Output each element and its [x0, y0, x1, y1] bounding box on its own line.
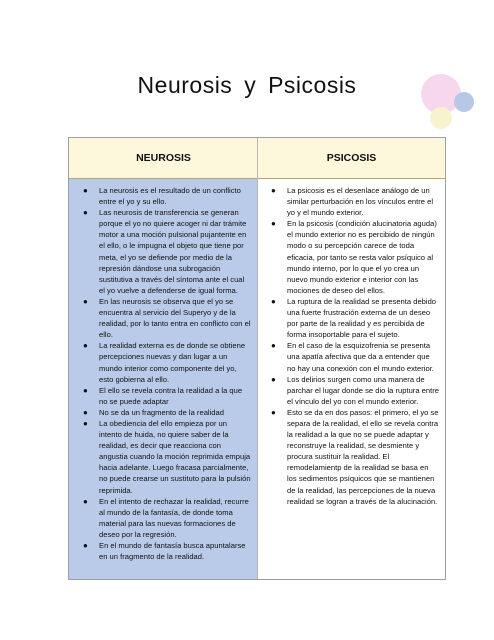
bullet-icon: ● — [83, 385, 88, 395]
bullet-icon: ● — [83, 186, 88, 195]
list-item — [83, 407, 251, 418]
bullet-icon: ● — [83, 341, 88, 351]
list-item — [271, 374, 439, 407]
bullet-icon: ● — [83, 208, 88, 218]
list-item-text: Los delirios surgen como una manera de parchar el lugar donde se dio la ruptura entre el vínculo del yo con el mundo exterior. — [287, 374, 439, 406]
list-item-text: La ruptura de la realidad se presenta debido una fuerte frustración externa de un deseo por parte de la realidad y es percibida de forma insoportable para el sujeto. — [287, 296, 437, 340]
neurosis-list — [83, 185, 251, 562]
list-item-text: En el intento de rechazar la realidad, recurre al mundo de la fantasía, de donde toma material para las nuevas formaciones de deseo por la regresión. — [99, 496, 249, 539]
list-item-text: No se da un fragmento de la realidad — [99, 407, 224, 417]
comparison-table — [68, 137, 446, 580]
list-item — [271, 407, 439, 507]
list-item — [83, 496, 251, 540]
psicosis-list — [271, 185, 439, 507]
bullet-icon: ● — [83, 496, 88, 506]
bullet-icon: ● — [271, 341, 276, 351]
list-item — [271, 296, 439, 340]
bullet-icon: ● — [83, 407, 88, 417]
list-item-text: En el caso de la esquizofrenia se presenta una apatía afectiva que da a entender que no hay una conexión con el mundo exterior. — [287, 341, 434, 373]
bullet-icon: ● — [271, 374, 276, 384]
header-psicosis: PSICOSIS — [326, 152, 377, 164]
list-item — [83, 207, 251, 296]
neurosis-column — [69, 179, 257, 579]
bullet-icon: ● — [271, 186, 276, 195]
column-divider — [257, 138, 258, 579]
bullet-icon: ● — [271, 407, 276, 417]
list-item-text: Esto se da en dos pasos: el primero, el yo se separa de la realidad, el ello se revela contra la realidad a la que no se puede adaptar y reconstruye la realidad, se desmiente y procura sustituir la realidad. El remodelamientp de la realidad se basa en los sedimentos psíquicos que se mantienen de la realidad, las percepciones de la nueva realidad se logran a través de la alucinación. — [287, 407, 439, 506]
list-item-text: Las neurosis de transferencia se generan porque el yo no quiere acoger ni dar trámite motor a una moción pulsional pujantente en el ello, o le impugna el objeto que tiene por meta, el yo se defiende por medio de la represión dándose una subrogación sustitutiva a través del síntoma ante el cual el yo vuelve a defenderse de igual forma. — [99, 208, 247, 295]
page-title: Neurosis y Psicosis — [137, 72, 357, 98]
list-item — [271, 218, 439, 296]
list-item-text: En las neurosis se observa que el yo se encuentra al servicio del Superyo y de la realidad, por lo tanto entra en conflicto con el ello. — [99, 296, 251, 340]
header-neurosis: NEUROSIS — [136, 152, 191, 164]
list-item — [83, 385, 251, 407]
decorative-yellow-circle — [430, 107, 452, 129]
list-item — [83, 540, 251, 562]
bullet-icon: ● — [83, 541, 88, 550]
psicosis-column — [258, 179, 445, 579]
list-item-text: La neurosis es el resultado de un conflicto entre el yo y su ello. — [99, 186, 241, 207]
list-item-text: La obediencia del ello empieza por un intento de huida, no quiere saber de la realidad, es decir que reacciona con angustia cuando la moción reprimida empuja hacia adelante. Luego fracasa parcialmente, no puede crearse un sustituto para la pulsión reprimida. — [99, 418, 251, 495]
list-item — [83, 340, 251, 384]
bullet-icon: ● — [83, 418, 88, 428]
list-item — [83, 418, 251, 496]
list-item — [271, 340, 439, 373]
bullet-icon: ● — [83, 296, 88, 306]
list-item-text: En el mundo de fantasía busca apuntalarse en un fragmento de la realidad. — [99, 541, 246, 562]
bullet-icon: ● — [271, 219, 276, 229]
bullet-icon: ● — [271, 296, 276, 306]
list-item-text: El ello se revela contra la realidad a la que no se puede adaptar — [99, 385, 243, 406]
list-item — [271, 185, 439, 218]
list-item — [83, 296, 251, 340]
list-item-text: En la psicosis (condición alucinatoria aguda) el mundo exterior no es percibido de ningún modo o su percepción carece de toda eficacia, por tanto se resta valor psíquico al mundo interno, por lo que el yo crea un nuevo mundo exterior e interior con las mociones de deseo del ellos. — [287, 219, 437, 295]
list-item-text: La realidad externa es de donde se obtiene percepciones nuevas y dan lugar a un mundo interior como componente del yo, esto gobierna al ello. — [99, 341, 246, 384]
list-item-text: La psicosis es el desenlace análogo de un similar perturbación en los vínculos entre el yo y el mundo exterior. — [287, 186, 434, 218]
list-item — [83, 185, 251, 207]
